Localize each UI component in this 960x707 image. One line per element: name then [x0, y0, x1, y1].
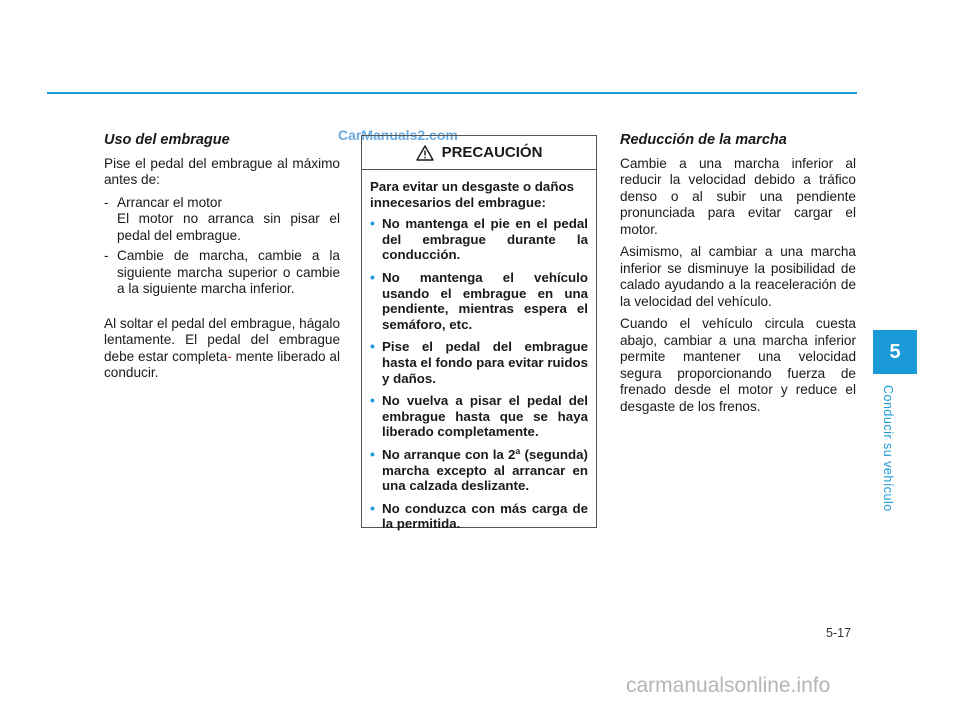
downshift-paragraph: Cambie a una marcha inferior al reducir la velocidad debido a tráfico denso o al subir una pendiente pronunciada para evitar cargar el motor.	[620, 155, 856, 237]
list-dash: -	[104, 194, 109, 210]
caution-bullet-text: Pise el pedal del embrague hasta el fondo para evitar ruidos y daños.	[382, 339, 588, 386]
right-column	[620, 132, 856, 421]
watermark: CarManuals2.com	[338, 127, 458, 143]
top-rule	[47, 92, 857, 94]
list-item	[370, 339, 588, 386]
clutch-release-paragraph	[104, 316, 340, 382]
bullet-dot: •	[370, 338, 375, 355]
warning-triangle-icon	[416, 145, 434, 161]
caution-intro: Para evitar un desgaste o daños innecesarios del embrague:	[370, 179, 574, 210]
release-tail: mente liberado al conducir.	[104, 348, 340, 380]
list-item	[370, 216, 588, 263]
caution-bullet-text: No mantenga el vehículo usando el embrague en una pendiente, mientras espera el semáforo, etc.	[382, 269, 588, 332]
list-item	[370, 447, 588, 494]
bullet-dot: •	[370, 499, 375, 516]
caution-bullet-text: No arranque con la 2ª (segunda) marcha excepto al arrancar en una calzada deslizante.	[382, 446, 588, 494]
section-heading-downshift: Reducción de la marcha	[620, 132, 787, 148]
bullet-dot: •	[370, 215, 375, 232]
bullet-dot: •	[370, 392, 375, 409]
caution-bullet-text: No vuelva a pisar el pedal del embrague hasta que se haya liberado completamente.	[382, 393, 588, 440]
chapter-tab: 5	[873, 330, 917, 374]
release-text: Al soltar el pedal del embrague, hágalo lentamente. El pedal del embrague debe estar completa	[104, 315, 340, 364]
footer-watermark: carmanualsonline.info	[626, 674, 831, 697]
chapter-title: Conducir su vehículo	[881, 385, 895, 512]
left-column	[104, 132, 340, 388]
list-item-text: Arrancar el motor	[117, 194, 223, 210]
list-item	[370, 501, 588, 532]
downshift-paragraph: Asimismo, al cambiar a una marcha inferior se disminuye la posibilidad de calado ayudando a la reaceleración de la velocidad del vehículo.	[620, 244, 856, 309]
red-hyphen: -	[227, 348, 232, 364]
clutch-intro: Pise el pedal del embrague al máximo antes de:	[104, 155, 340, 187]
downshift-paragraph: Cuando el vehículo circula cuesta abajo, cambiar a una marcha inferior permite mantener una velocidad segura proporcionando fuerza de frenado desde el motor y reduce el desgaste de los frenos.	[620, 316, 856, 414]
caution-header	[362, 136, 596, 170]
list-item	[370, 270, 588, 332]
section-heading-clutch: Uso del embrague	[104, 132, 230, 148]
caution-bullet-text: No mantenga el pie en el pedal del embrague durante la conducción.	[382, 216, 588, 263]
list-item	[370, 393, 588, 440]
list-item	[104, 195, 340, 245]
list-item	[104, 248, 340, 298]
list-item-text: Cambie de marcha, cambie a la siguiente marcha superior o cambie a la siguiente marcha inferior.	[117, 248, 340, 296]
bullet-dot: •	[370, 445, 375, 462]
bullet-dot: •	[370, 268, 375, 285]
list-item-subtext: El motor no arranca sin pisar el pedal del embrague.	[117, 211, 340, 243]
list-dash: -	[104, 248, 109, 263]
caution-bullet-text: No conduzca con más carga de la permitida.	[382, 500, 588, 532]
caution-box	[361, 135, 597, 532]
page-number: 5-17	[826, 626, 852, 640]
caution-title: PRECAUCIÓN	[441, 144, 543, 161]
